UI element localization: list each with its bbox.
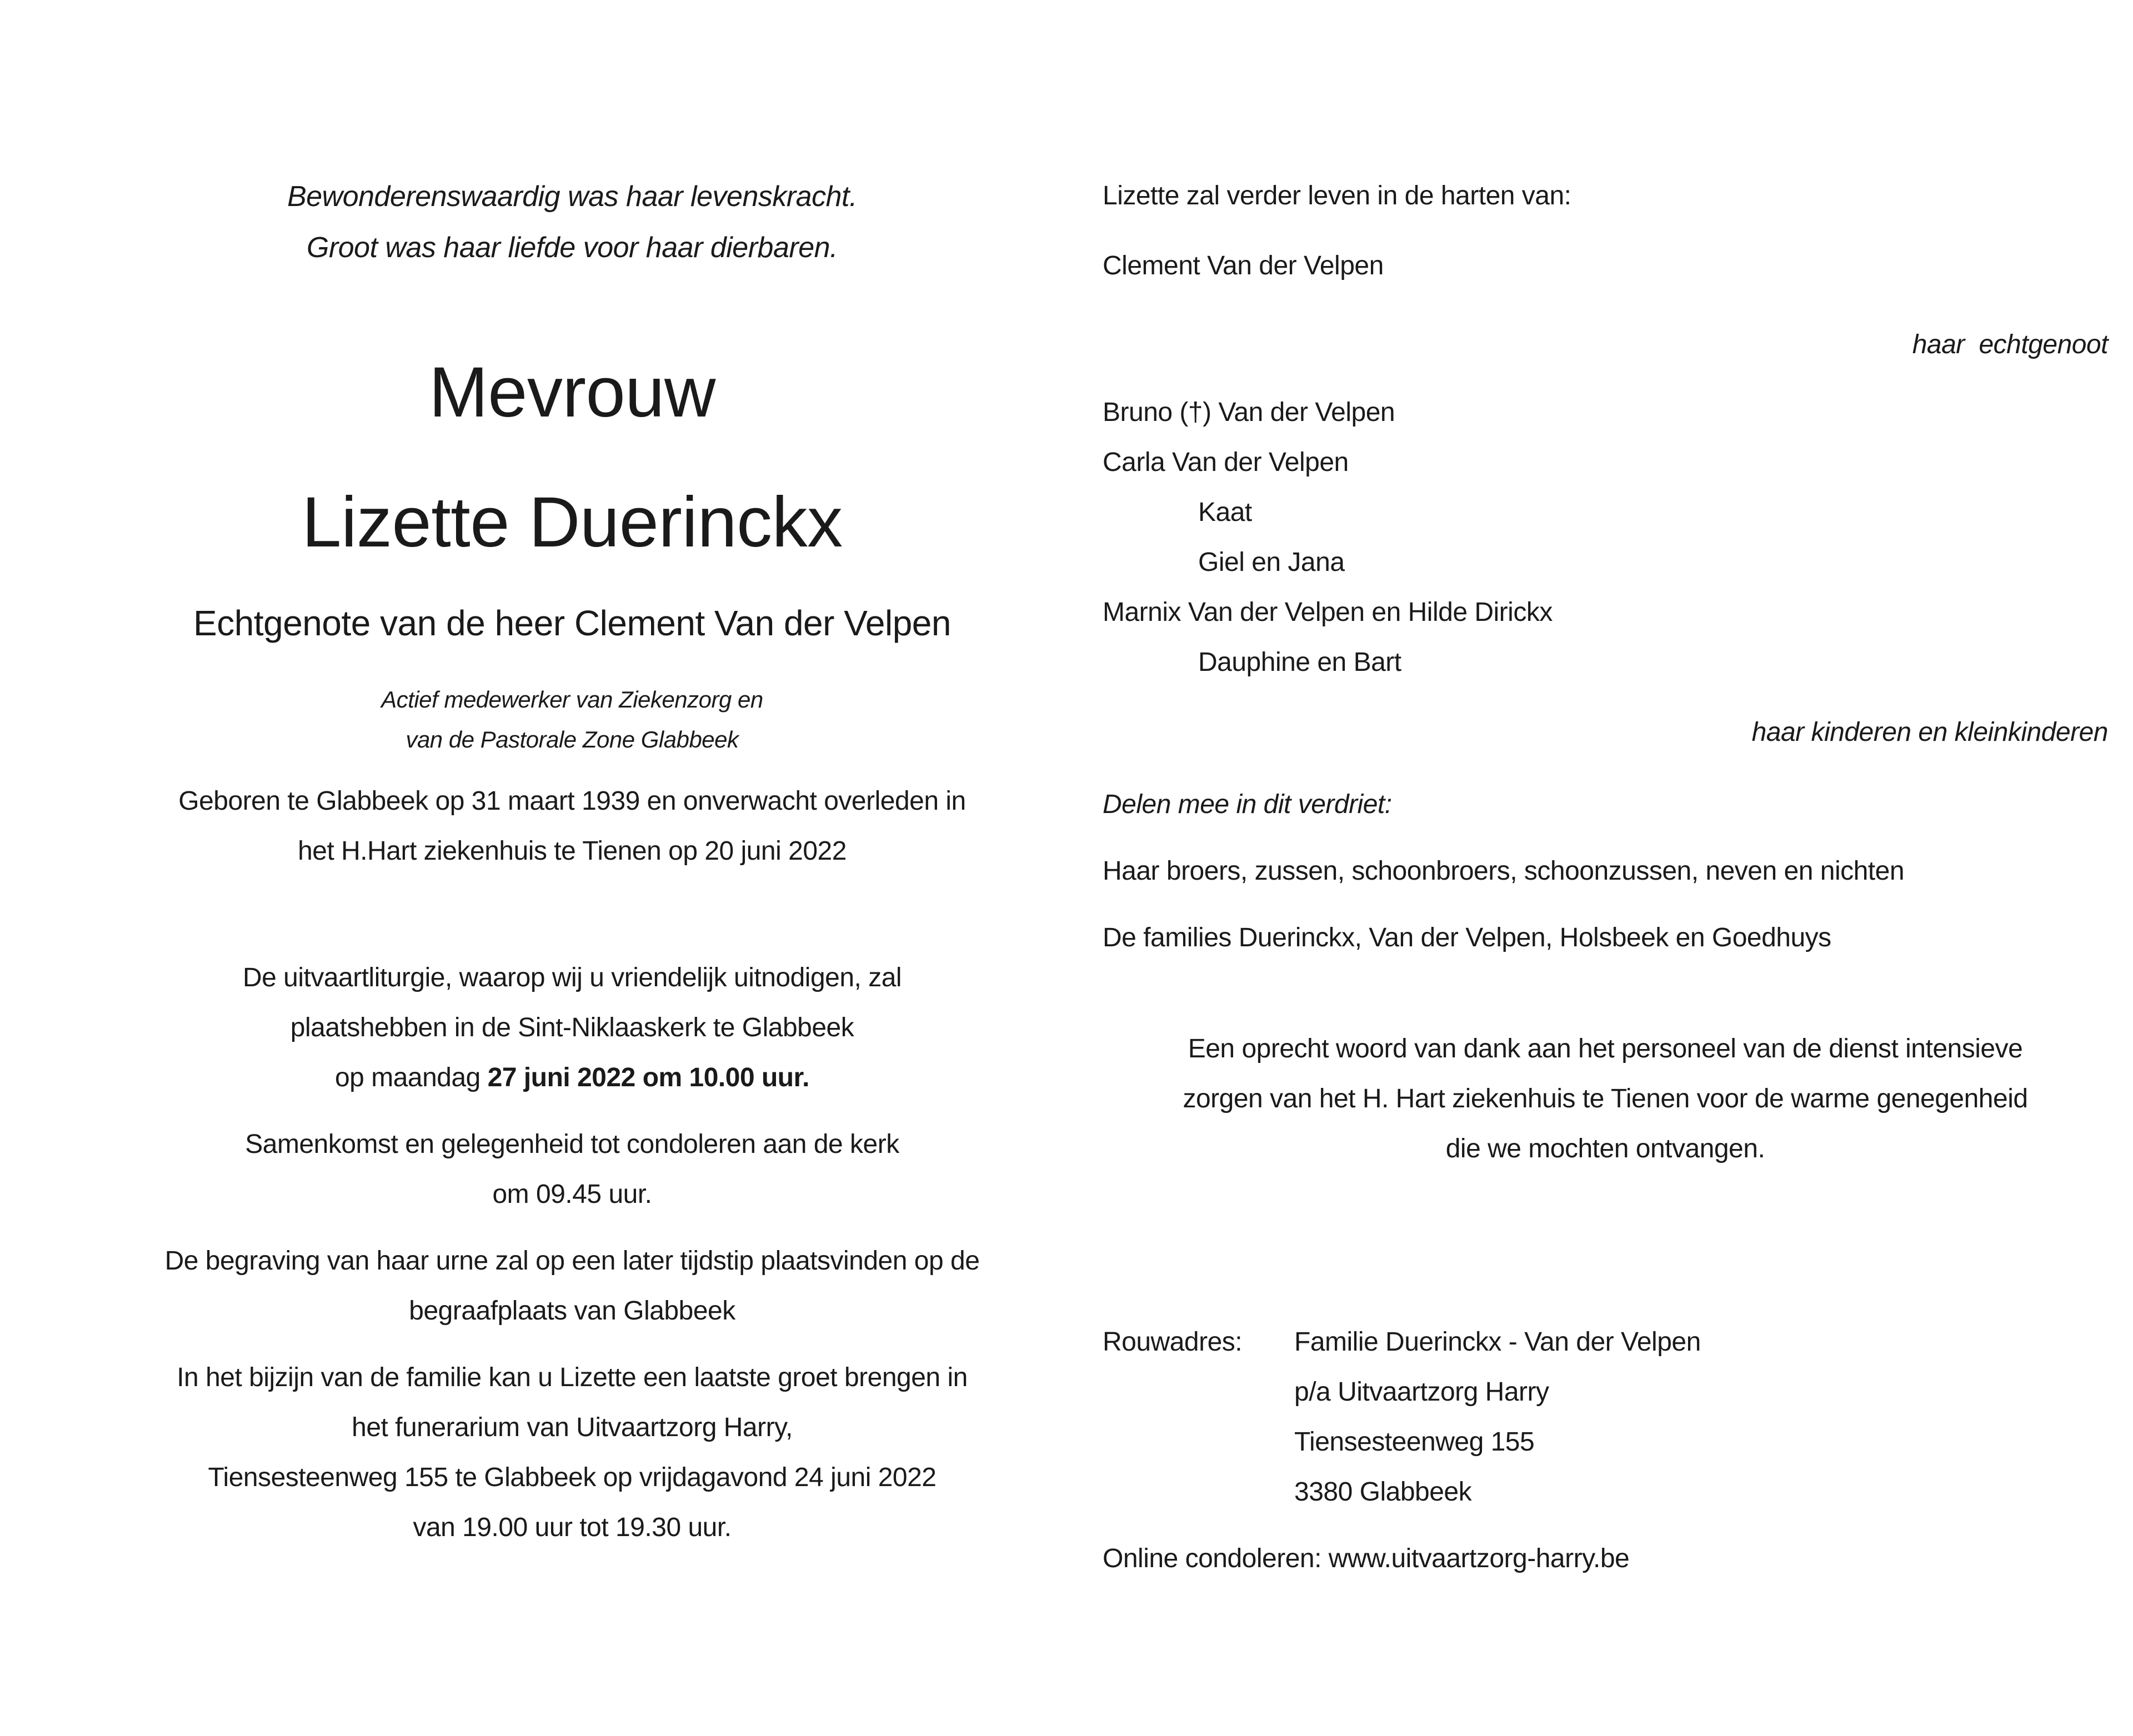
grief-line-2: De families Duerinckx, Van der Velpen, Holsbeek en Goedhuys <box>1103 923 1831 952</box>
liturgy-line-1: De uitvaartliturgie, waarop wij u vriendelijk uitnodigen, zal <box>242 963 902 992</box>
thanks-line-3: die we mochten ontvangen. <box>1445 1134 1765 1163</box>
family-line-bruno: Bruno (†) Van der Velpen <box>1103 398 1395 427</box>
family-line-marnix-hilde: Marnix Van der Velpen en Hilde Dirickx <box>1103 598 1553 627</box>
role-line-2: van de Pastorale Zone Glabbeek <box>405 726 739 752</box>
birth-death-line-2: het H.Hart ziekenhuis te Tienen op 20 juni 2022 <box>298 836 847 866</box>
role-block <box>83 680 1061 760</box>
visitation-line-2: het funerarium van Uitvaartzorg Harry, <box>352 1413 793 1442</box>
left-column <box>83 0 1061 1553</box>
grief-line-1: Haar broers, zussen, schoonbroers, schoonzussen, neven en nichten <box>1103 856 1905 886</box>
burial-line-2: begraafplaats van Glabbeek <box>409 1296 735 1326</box>
spouse-line: Echtgenote van de heer Clement Van der Velpen <box>193 603 951 643</box>
thanks-line-1: Een oprecht woord van dank aan het personeel van de dienst intensieve <box>1188 1034 2023 1063</box>
visitation-line-4: van 19.00 uur tot 19.30 uur. <box>413 1513 732 1542</box>
husband-name: Clement Van der Velpen <box>1103 251 1384 280</box>
epitaph-line-2: Groot was haar liefde voor haar dierbaren. <box>307 232 838 264</box>
burial-paragraph <box>83 1236 1061 1336</box>
epitaph-line-1: Bewonderenswaardig was haar levenskracht. <box>287 180 857 213</box>
grief-header: Delen mee in dit verdriet: <box>1103 790 1392 819</box>
liturgy-line-3-date-time: 27 juni 2022 om 10.00 uur. <box>487 1063 809 1092</box>
birth-death-paragraph <box>83 776 1061 876</box>
address-line-family: Familie Duerinckx - Van der Velpen <box>1294 1327 1701 1357</box>
visitation-line-3: Tiensesteenweg 155 te Glabbeek op vrijdagavond 24 juni 2022 <box>208 1463 937 1492</box>
address-line-care-of: p/a Uitvaartzorg Harry <box>1294 1377 1549 1407</box>
family-line-giel-jana: Giel en Jana <box>1198 548 1345 577</box>
visitation-line-1: In het bijzijn van de familie kan u Lizette een laatste groet brengen in <box>177 1363 968 1392</box>
gathering-paragraph <box>83 1120 1061 1220</box>
liturgy-line-3-normal: op maandag <box>334 1063 488 1092</box>
deceased-name: Lizette Duerinckx <box>302 483 843 562</box>
role-line-1: Actief medewerker van Ziekenzorg en <box>381 686 763 713</box>
online-condolences-line: Online condoleren: www.uitvaartzorg-harry.be <box>1103 1544 1630 1573</box>
liturgy-line-2: plaatshebben in de Sint-Niklaaskerk te Glabbeek <box>290 1013 854 1042</box>
right-column <box>1103 0 2108 1584</box>
burial-line-1: De begraving van haar urne zal op een later tijdstip plaatsvinden op de <box>164 1246 980 1276</box>
mourning-address-lines <box>1294 1317 1701 1517</box>
children-list <box>1103 388 2108 688</box>
family-line-carla: Carla Van der Velpen <box>1103 448 1349 477</box>
mourning-address-block <box>1103 1317 2108 1517</box>
salutation-title: Mevrouw <box>429 353 715 432</box>
husband-relation-label: haar echtgenoot <box>1912 330 2108 359</box>
family-line-dauphine-bart: Dauphine en Bart <box>1198 648 1401 677</box>
liturgy-line-3 <box>83 1053 1061 1103</box>
address-line-city: 3380 Glabbeek <box>1294 1477 1472 1507</box>
address-line-street: Tiensesteenweg 155 <box>1294 1427 1535 1457</box>
liturgy-paragraph <box>83 953 1061 1103</box>
thanks-paragraph <box>1103 1024 2108 1174</box>
gathering-line-1: Samenkomst en gelegenheid tot condoleren aan de kerk <box>245 1130 899 1159</box>
children-relation-label: haar kinderen en kleinkinderen <box>1751 718 2108 747</box>
gathering-line-2: om 09.45 uur. <box>492 1180 652 1209</box>
family-line-kaat: Kaat <box>1198 498 1252 527</box>
survivors-intro-line: Lizette zal verder leven in de harten van: <box>1103 181 1571 210</box>
epitaph-quote <box>83 171 1061 273</box>
thanks-line-2: zorgen van het H. Hart ziekenhuis te Tienen voor de warme genegenheid <box>1183 1084 2028 1113</box>
mourning-address-label: Rouwadres: <box>1103 1327 1243 1357</box>
visitation-paragraph <box>83 1353 1061 1553</box>
birth-death-line-1: Geboren te Glabbeek op 31 maart 1939 en onverwacht overleden in <box>178 786 966 816</box>
